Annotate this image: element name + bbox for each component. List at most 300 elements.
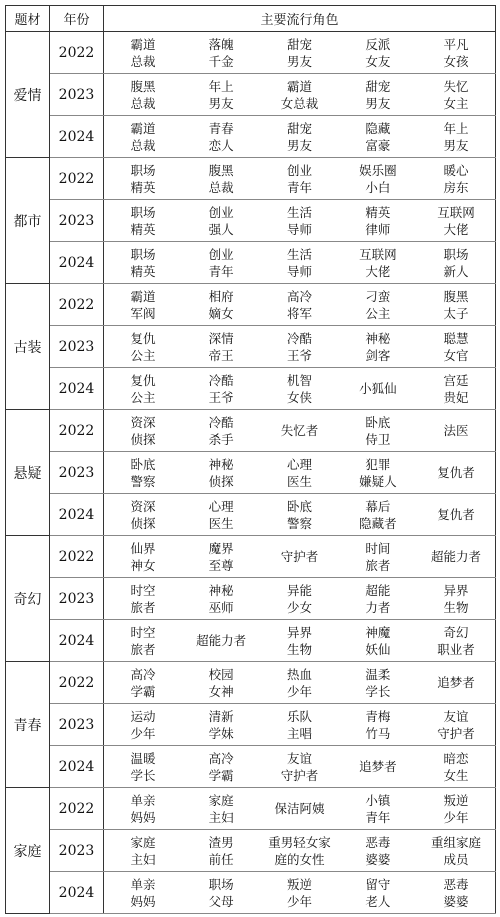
role-text-line: 小镇 (365, 792, 391, 808)
table-row (6, 620, 496, 662)
role-text-line: 青春 (208, 120, 234, 136)
role-text-line: 超能力者 (431, 549, 482, 564)
role-cell (182, 704, 260, 746)
role-cell (182, 410, 260, 452)
role-cell (417, 284, 495, 326)
role-text-line: 资深 (130, 498, 156, 514)
role-text-line: 女主 (443, 95, 469, 111)
role-text-line: 守护者 (280, 549, 319, 564)
table-row (6, 746, 496, 788)
role-text-line: 时空 (130, 624, 156, 640)
role-text-line: 千金 (208, 53, 234, 69)
role-text-line: 职场 (208, 876, 234, 892)
role-cell (417, 32, 495, 74)
role-text-line: 失忆者 (280, 423, 319, 438)
role-cell (339, 368, 417, 410)
role-cell (260, 410, 338, 452)
role-text-line: 霸道 (286, 78, 312, 94)
role-cell (104, 32, 182, 74)
role-cell (182, 872, 260, 914)
role-cell (182, 32, 260, 74)
role-cell (339, 872, 417, 914)
table-row (6, 410, 496, 452)
role-text-line: 职场 (130, 204, 156, 220)
role-cell (339, 452, 417, 494)
role-text-line: 宫廷 (443, 372, 469, 388)
table-row (6, 74, 496, 116)
role-cell (339, 242, 417, 284)
year-cell: 2024 (50, 116, 104, 158)
role-text-line: 青年 (208, 263, 234, 279)
role-text-line: 恋人 (208, 137, 234, 153)
table-row (6, 284, 496, 326)
role-cell (104, 452, 182, 494)
role-cell (339, 662, 417, 704)
role-text-line: 庭的女性 (274, 851, 325, 867)
role-text-line: 少女 (286, 599, 312, 615)
role-text-line: 腹黑 (443, 288, 469, 304)
role-text-line: 校园 (208, 666, 234, 682)
role-text-line: 男友 (443, 137, 469, 153)
role-cell (260, 830, 338, 872)
role-cell (260, 620, 338, 662)
role-cell (339, 746, 417, 788)
role-text-line: 复仇 (130, 330, 156, 346)
role-cell (182, 200, 260, 242)
year-cell: 2022 (50, 788, 104, 830)
role-text-line: 清新 (208, 708, 234, 724)
role-cell (260, 662, 338, 704)
role-text-line: 生物 (443, 599, 469, 615)
role-cell (260, 746, 338, 788)
role-cell (260, 158, 338, 200)
role-text-line: 神秘 (365, 330, 391, 346)
role-text-line: 公主 (130, 347, 156, 363)
role-text-line: 冷酷 (286, 330, 312, 346)
role-text-line: 温柔 (365, 666, 391, 682)
role-text-line: 追梦者 (359, 759, 397, 774)
role-text-line: 深情 (208, 330, 234, 346)
role-text-line: 家庭 (208, 792, 234, 808)
role-cell (182, 368, 260, 410)
role-cell (417, 242, 495, 284)
role-text-line: 女生 (443, 767, 469, 783)
role-text-line: 大佬 (443, 221, 469, 237)
role-text-line: 新人 (443, 263, 469, 279)
role-cell (104, 242, 182, 284)
role-text-line: 军阀 (130, 305, 156, 321)
role-cell (104, 578, 182, 620)
role-text-line: 暖心 (443, 162, 469, 178)
table-row (6, 578, 496, 620)
year-cell: 2023 (50, 200, 104, 242)
role-cell (260, 578, 338, 620)
role-text-line: 高冷 (130, 666, 156, 682)
role-text-line: 追梦者 (437, 675, 475, 690)
role-text-line: 腹黑 (208, 162, 234, 178)
role-cell (417, 158, 495, 200)
role-text-line: 杀手 (208, 431, 234, 447)
role-text-line: 单亲 (130, 876, 156, 892)
role-text-line: 复仇者 (437, 507, 475, 522)
role-cell (182, 578, 260, 620)
role-text-line: 学妹 (208, 725, 234, 741)
role-text-line: 奇幻 (443, 624, 469, 640)
role-text-line: 精英 (130, 263, 156, 279)
role-text-line: 年上 (443, 120, 469, 136)
header-year: 年份 (50, 6, 104, 32)
role-text-line: 婆婆 (443, 893, 469, 909)
role-cell (104, 410, 182, 452)
role-text-line: 成员 (443, 851, 469, 867)
role-cell (260, 74, 338, 116)
role-text-line: 魔界 (208, 540, 234, 556)
table-row (6, 32, 496, 74)
role-cell (417, 830, 495, 872)
role-text-line: 聪慧 (443, 330, 469, 346)
role-text-line: 男友 (208, 95, 234, 111)
role-text-line: 心理 (208, 498, 234, 514)
role-cell (417, 578, 495, 620)
table-row (6, 830, 496, 872)
role-cell (339, 158, 417, 200)
role-text-line: 友谊 (443, 708, 469, 724)
role-text-line: 职业者 (437, 641, 475, 657)
table-row (6, 788, 496, 830)
role-text-line: 神魔 (365, 624, 391, 640)
role-cell (104, 368, 182, 410)
role-text-line: 生活 (286, 246, 312, 262)
role-text-line: 少年 (130, 725, 156, 741)
role-text-line: 叛逆 (443, 792, 469, 808)
role-text-line: 友谊 (286, 750, 312, 766)
role-text-line: 女总裁 (280, 95, 319, 111)
role-text-line: 青年 (286, 179, 312, 195)
header-row (6, 6, 496, 32)
role-text-line: 幕后 (365, 498, 391, 514)
role-text-line: 小狐仙 (359, 381, 397, 396)
year-cell: 2022 (50, 284, 104, 326)
table-row (6, 536, 496, 578)
role-text-line: 反派 (365, 36, 391, 52)
year-cell: 2024 (50, 242, 104, 284)
role-text-line: 超能 (365, 582, 391, 598)
role-text-line: 富豪 (365, 137, 391, 153)
topic-cell: 都市 (6, 158, 50, 284)
role-text-line: 学霸 (130, 683, 156, 699)
year-cell: 2023 (50, 452, 104, 494)
role-text-line: 重组家庭 (431, 834, 482, 850)
role-cell (260, 452, 338, 494)
role-cell (339, 326, 417, 368)
role-text-line: 男友 (286, 137, 312, 153)
table-row (6, 326, 496, 368)
role-text-line: 女侠 (286, 389, 312, 405)
role-cell (417, 410, 495, 452)
year-cell: 2023 (50, 704, 104, 746)
role-text-line: 时间 (365, 540, 391, 556)
role-cell (339, 284, 417, 326)
role-text-line: 侦探 (208, 473, 234, 489)
role-text-line: 职场 (130, 246, 156, 262)
role-text-line: 神女 (130, 557, 156, 573)
role-text-line: 女孩 (443, 53, 469, 69)
topic-cell: 奇幻 (6, 536, 50, 662)
role-cell (182, 662, 260, 704)
year-cell: 2023 (50, 326, 104, 368)
role-text-line: 将军 (286, 305, 312, 321)
role-text-line: 医生 (286, 473, 312, 489)
role-text-line: 失忆 (443, 78, 469, 94)
role-cell (182, 326, 260, 368)
role-cell (260, 200, 338, 242)
role-text-line: 异能 (286, 582, 312, 598)
year-cell: 2022 (50, 662, 104, 704)
role-text-line: 警察 (130, 473, 156, 489)
role-text-line: 霸道 (130, 288, 156, 304)
role-cell (182, 788, 260, 830)
role-text-line: 主唱 (286, 725, 312, 741)
role-text-line: 大佬 (365, 263, 391, 279)
role-cell (417, 872, 495, 914)
role-cell (339, 200, 417, 242)
role-cell (260, 494, 338, 536)
role-text-line: 互联网 (359, 246, 397, 262)
role-text-line: 机智 (286, 372, 312, 388)
role-text-line: 运动 (130, 708, 156, 724)
role-text-line: 冷酷 (208, 372, 234, 388)
role-text-line: 旅者 (130, 641, 156, 657)
role-text-line: 力者 (365, 599, 391, 615)
role-cell (417, 452, 495, 494)
role-text-line: 创业 (208, 246, 234, 262)
year-cell: 2022 (50, 32, 104, 74)
role-cell (182, 242, 260, 284)
role-text-line: 妈妈 (130, 893, 156, 909)
role-text-line: 王爷 (208, 389, 234, 405)
role-text-line: 年上 (208, 78, 234, 94)
role-cell (182, 746, 260, 788)
role-text-line: 侦探 (130, 431, 156, 447)
role-cell (339, 620, 417, 662)
role-text-line: 神秘 (208, 582, 234, 598)
role-cell (104, 746, 182, 788)
role-cell (417, 620, 495, 662)
role-text-line: 复仇 (130, 372, 156, 388)
table-row (6, 494, 496, 536)
role-table-container (5, 5, 496, 914)
role-text-line: 单亲 (130, 792, 156, 808)
table-row (6, 452, 496, 494)
role-cell (417, 116, 495, 158)
role-text-line: 老人 (365, 893, 391, 909)
role-cell (182, 494, 260, 536)
role-text-line: 学长 (130, 767, 156, 783)
table-row (6, 872, 496, 914)
role-text-line: 学霸 (208, 767, 234, 783)
role-cell (104, 536, 182, 578)
year-cell: 2022 (50, 410, 104, 452)
role-text-line: 父母 (208, 893, 234, 909)
role-text-line: 叛逆 (286, 876, 312, 892)
role-cell (182, 74, 260, 116)
topic-cell: 爱情 (6, 32, 50, 158)
role-cell (260, 116, 338, 158)
role-text-line: 剑客 (365, 347, 391, 363)
year-cell: 2023 (50, 830, 104, 872)
role-cell (182, 620, 260, 662)
role-text-line: 乐队 (286, 708, 312, 724)
role-text-line: 精英 (365, 204, 391, 220)
role-text-line: 隐藏者 (359, 515, 397, 531)
role-text-line: 平凡 (443, 36, 469, 52)
year-cell: 2023 (50, 74, 104, 116)
role-text-line: 温暖 (130, 750, 156, 766)
role-text-line: 精英 (130, 221, 156, 237)
role-cell (104, 326, 182, 368)
role-text-line: 异界 (443, 582, 469, 598)
role-cell (339, 116, 417, 158)
role-text-line: 贵妃 (443, 389, 469, 405)
role-text-line: 巫师 (208, 599, 234, 615)
role-text-line: 妈妈 (130, 809, 156, 825)
role-text-line: 侍卫 (365, 431, 391, 447)
role-cell (182, 536, 260, 578)
role-cell (260, 242, 338, 284)
year-cell: 2022 (50, 536, 104, 578)
role-cell (417, 662, 495, 704)
role-cell (417, 200, 495, 242)
year-cell: 2024 (50, 368, 104, 410)
role-cell (260, 536, 338, 578)
role-text-line: 婆婆 (365, 851, 391, 867)
role-cell (104, 116, 182, 158)
header-roles: 主要流行角色 (104, 6, 496, 32)
role-text-line: 公主 (365, 305, 391, 321)
topic-cell: 古装 (6, 284, 50, 410)
role-cell (104, 158, 182, 200)
role-text-line: 医生 (208, 515, 234, 531)
role-cell (260, 326, 338, 368)
role-text-line: 公主 (130, 389, 156, 405)
role-text-line: 嫡女 (208, 305, 234, 321)
role-cell (339, 410, 417, 452)
role-text-line: 竹马 (365, 725, 391, 741)
table-row (6, 158, 496, 200)
role-text-line: 相府 (208, 288, 234, 304)
role-text-line: 高冷 (286, 288, 312, 304)
role-text-line: 至尊 (208, 557, 234, 573)
role-text-line: 总裁 (130, 137, 156, 153)
role-cell (339, 830, 417, 872)
role-cell (260, 704, 338, 746)
role-cell (339, 74, 417, 116)
role-text-line: 总裁 (208, 179, 234, 195)
role-text-line: 渣男 (208, 834, 234, 850)
role-cell (104, 620, 182, 662)
role-cell (417, 326, 495, 368)
table-row (6, 116, 496, 158)
role-text-line: 落魄 (208, 36, 234, 52)
role-text-line: 帝王 (208, 347, 234, 363)
role-text-line: 家庭 (130, 834, 156, 850)
role-text-line: 娱乐圈 (359, 162, 397, 178)
role-cell (260, 368, 338, 410)
header-topic: 题材 (6, 6, 50, 32)
role-text-line: 女官 (443, 347, 469, 363)
role-cell (104, 788, 182, 830)
role-text-line: 恶毒 (365, 834, 391, 850)
role-cell (339, 788, 417, 830)
role-text-line: 创业 (208, 204, 234, 220)
role-cell (182, 116, 260, 158)
role-text-line: 男友 (365, 95, 391, 111)
role-text-line: 法医 (443, 423, 469, 438)
role-text-line: 恶毒 (443, 876, 469, 892)
table-body (6, 32, 496, 914)
topic-cell: 悬疑 (6, 410, 50, 536)
role-cell (104, 830, 182, 872)
role-text-line: 创业 (286, 162, 312, 178)
role-cell (339, 536, 417, 578)
role-cell (417, 536, 495, 578)
role-cell (417, 746, 495, 788)
role-cell (104, 662, 182, 704)
role-text-line: 少年 (286, 683, 312, 699)
role-cell (417, 368, 495, 410)
role-text-line: 女神 (208, 683, 234, 699)
role-text-line: 守护者 (280, 767, 319, 783)
year-cell: 2023 (50, 578, 104, 620)
role-text-line: 王爷 (286, 347, 312, 363)
role-text-line: 霸道 (130, 120, 156, 136)
topic-cell: 青春 (6, 662, 50, 788)
role-text-line: 犯罪 (365, 456, 391, 472)
role-text-line: 生物 (286, 641, 312, 657)
table-row (6, 200, 496, 242)
year-cell: 2024 (50, 620, 104, 662)
topic-cell: 家庭 (6, 788, 50, 914)
role-cell (339, 494, 417, 536)
role-text-line: 律师 (365, 221, 391, 237)
role-cell (417, 494, 495, 536)
role-text-line: 心理 (286, 456, 312, 472)
table-row (6, 368, 496, 410)
role-cell (260, 32, 338, 74)
role-cell (260, 788, 338, 830)
role-text-line: 少年 (286, 893, 312, 909)
role-text-line: 热血 (286, 666, 312, 682)
role-text-line: 房东 (443, 179, 469, 195)
popular-roles-table (5, 5, 496, 914)
role-text-line: 太子 (443, 305, 469, 321)
role-text-line: 男友 (286, 53, 312, 69)
role-text-line: 神秘 (208, 456, 234, 472)
role-cell (182, 284, 260, 326)
role-text-line: 卧底 (365, 414, 391, 430)
role-cell (417, 788, 495, 830)
role-cell (182, 158, 260, 200)
role-text-line: 嫌疑人 (359, 473, 397, 489)
role-text-line: 异界 (286, 624, 312, 640)
role-cell (104, 494, 182, 536)
role-text-line: 霸道 (130, 36, 156, 52)
role-text-line: 主妇 (208, 809, 234, 825)
role-text-line: 旅者 (130, 599, 156, 615)
role-cell (339, 578, 417, 620)
year-cell: 2024 (50, 494, 104, 536)
role-text-line: 职场 (130, 162, 156, 178)
